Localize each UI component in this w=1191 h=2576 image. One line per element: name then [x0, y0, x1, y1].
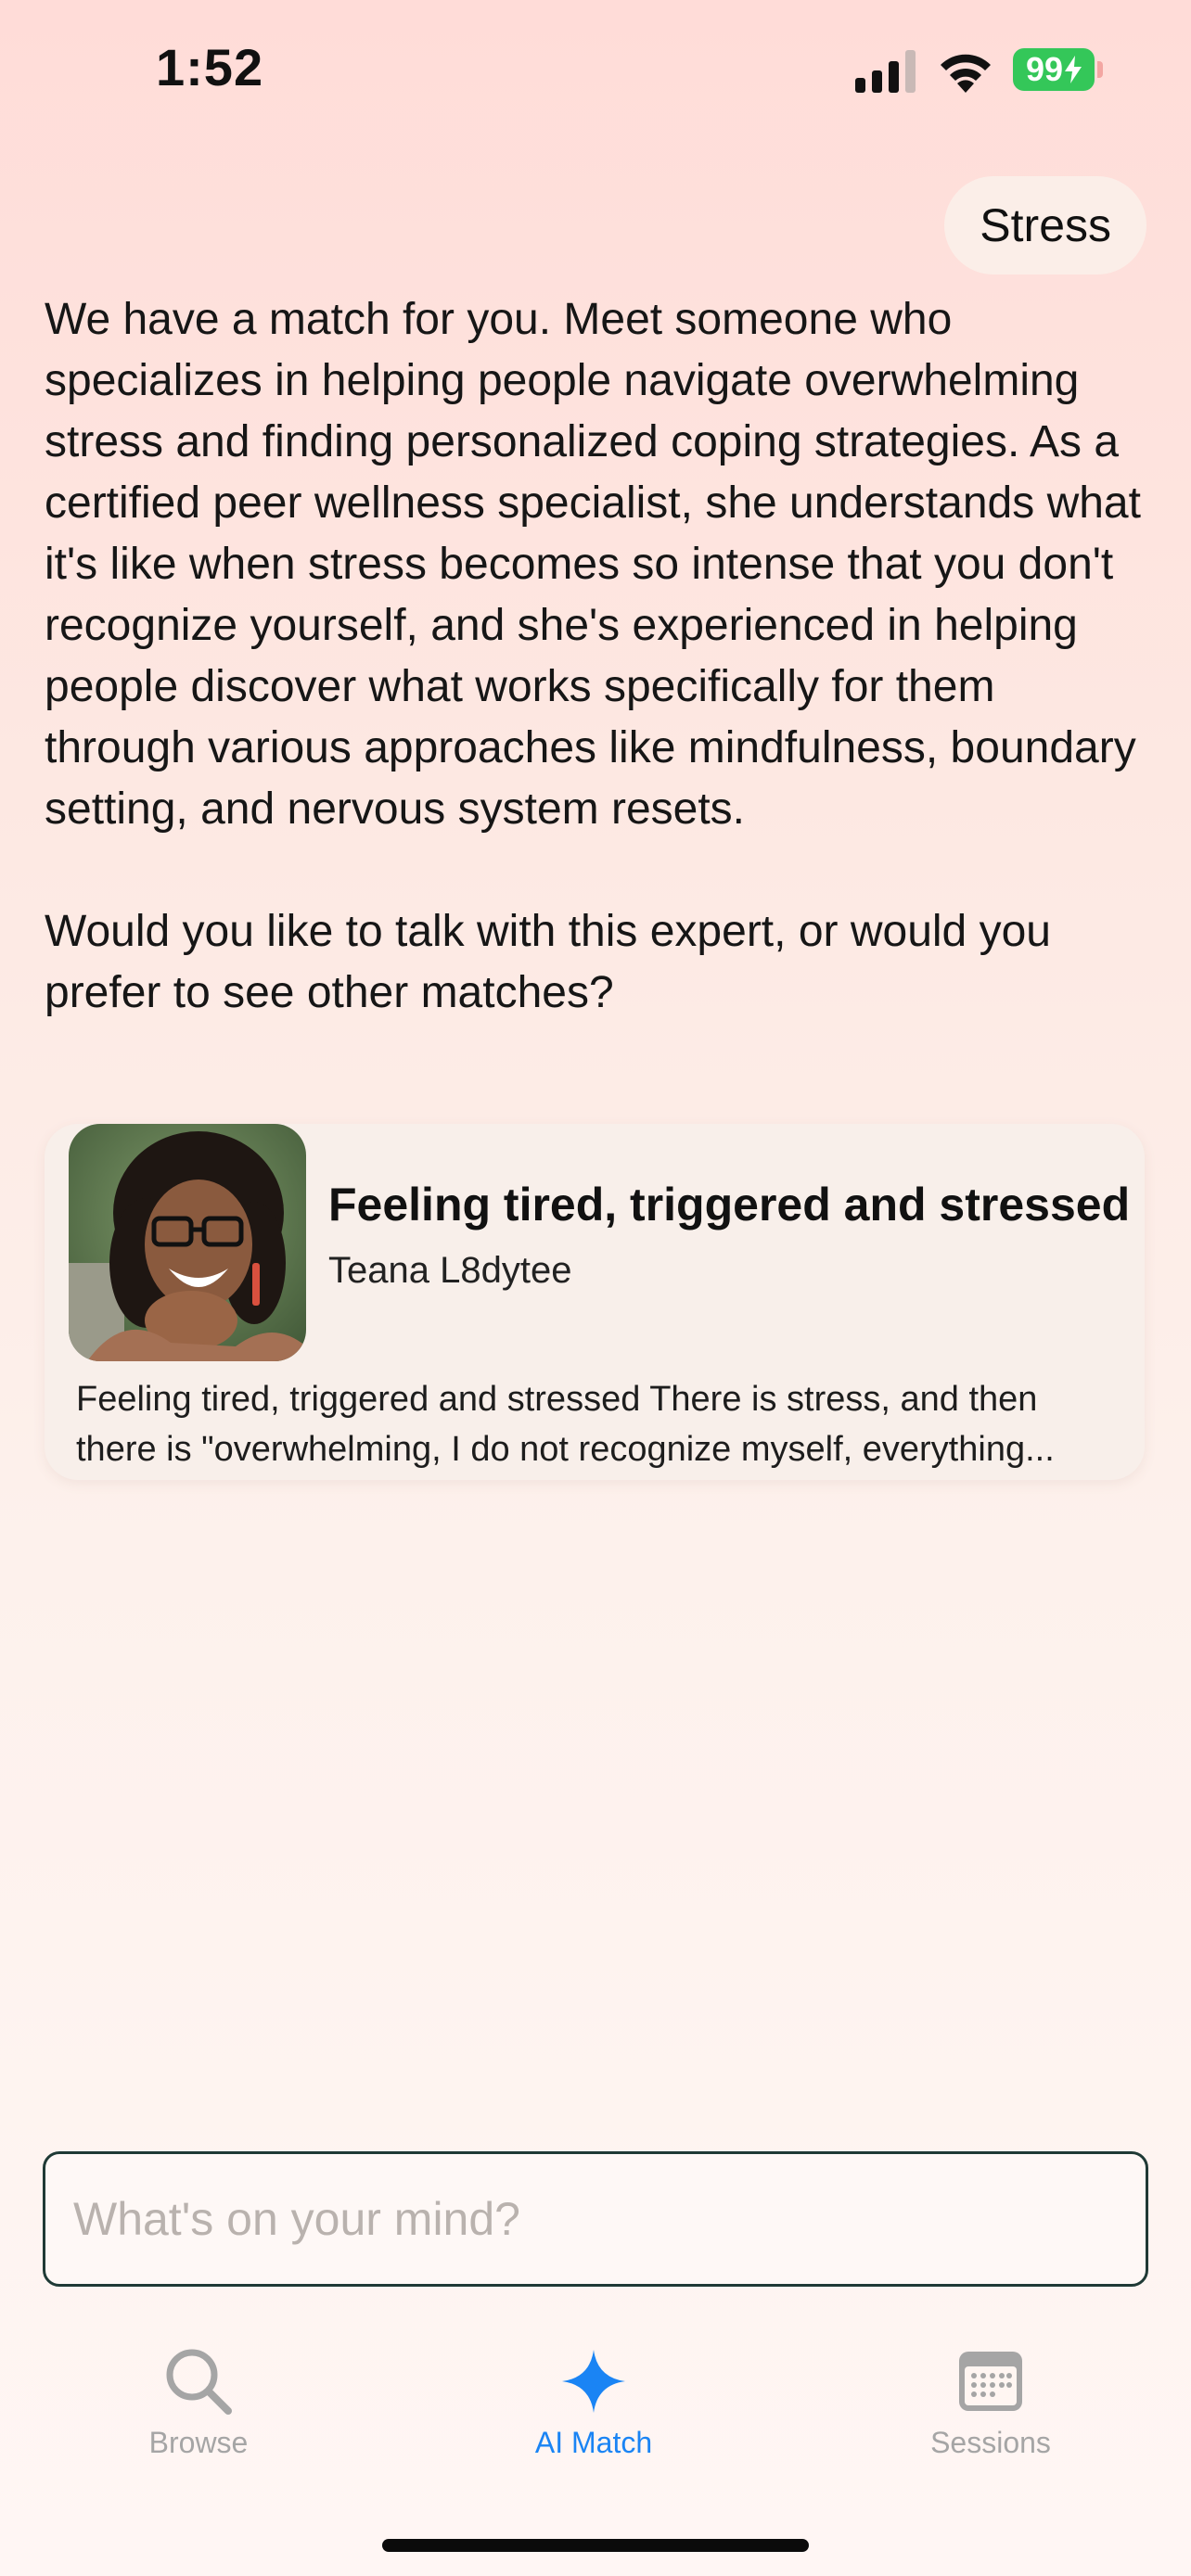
tab-sessions-label: Sessions — [930, 2426, 1051, 2459]
tab-browse-label: Browse — [148, 2426, 249, 2459]
expert-avatar — [69, 1124, 306, 1361]
match-card-expert-name: Teana L8dytee — [328, 1250, 572, 1291]
chat-input[interactable] — [45, 2154, 1146, 2284]
search-icon — [163, 2346, 234, 2417]
status-bar — [0, 0, 1191, 139]
calendar-icon — [955, 2346, 1026, 2417]
tab-browse[interactable] — [78, 2346, 319, 2485]
expert-match-card[interactable] — [45, 1124, 1145, 1480]
battery-indicator — [1013, 48, 1095, 91]
tab-ai-match-label: AI Match — [534, 2426, 653, 2459]
ai-response-question: Would you like to talk with this expert, or would you prefer to see other matches? — [45, 907, 1051, 1017]
match-card-title: Feeling tired, triggered and stressed — [328, 1179, 1131, 1231]
user-message-bubble: Stress — [944, 176, 1146, 274]
cellular-signal-icon — [855, 50, 918, 93]
tab-bar — [0, 2346, 1191, 2485]
ai-response-paragraph: We have a match for you. Meet someone who specializes in helping people navigate overwhelming stress and finding personalized coping strategies. As a certified peer wellness specialist, she understands what it's like when stress becomes so intense that you don't recognize yourself, and she's experienced in helping people discover what works specifically for them through various approaches like mindfulness, boundary setting, and nervous system resets. — [45, 295, 1141, 834]
charging-bolt-icon — [1065, 56, 1082, 83]
home-indicator — [382, 2539, 809, 2552]
chat-input-container — [43, 2151, 1148, 2287]
tab-sessions[interactable] — [870, 2346, 1111, 2485]
battery-cap — [1097, 61, 1103, 78]
ai-response — [45, 289, 1158, 1024]
match-card-description: Feeling tired, triggered and stressed There is stress, and then there is "overwhelming, I do not recognize myself, everything... — [76, 1380, 1055, 1469]
wifi-icon — [937, 46, 994, 93]
tab-ai-match[interactable] — [473, 2346, 714, 2485]
battery-level: 99 — [1025, 50, 1064, 88]
status-time: 1:52 — [156, 38, 264, 96]
sparkle-icon — [558, 2346, 629, 2417]
